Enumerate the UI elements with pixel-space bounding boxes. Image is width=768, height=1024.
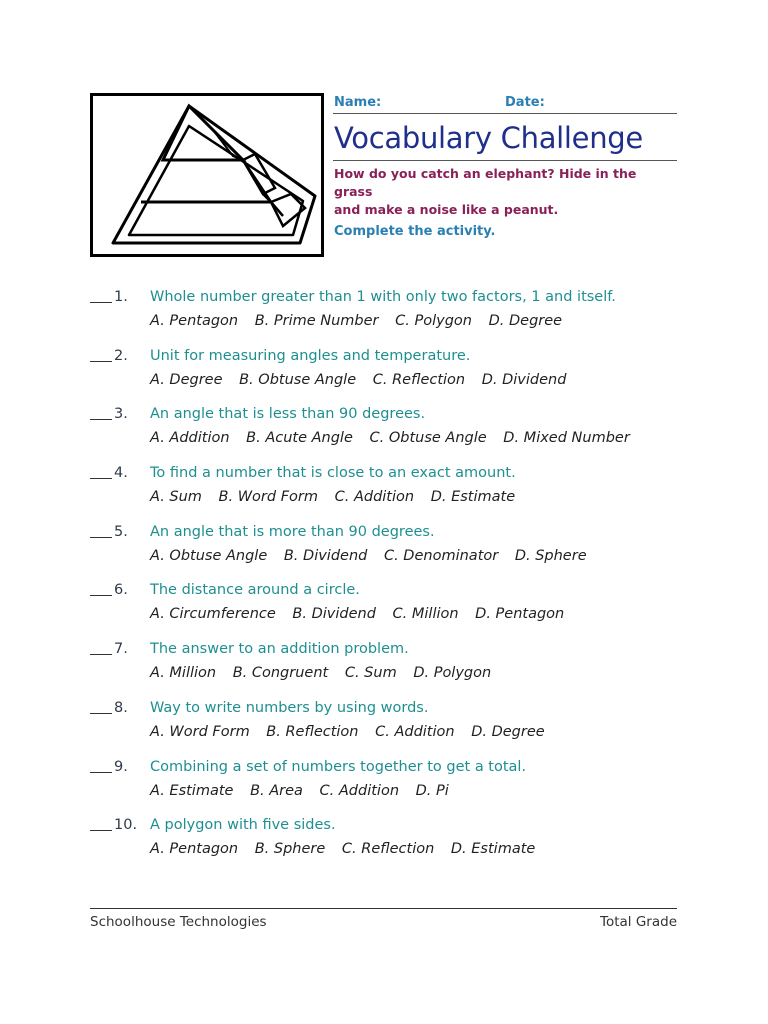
question-text: A polygon with five sides.	[150, 817, 336, 834]
answer-choices	[150, 489, 527, 505]
choice-b: B. Reflection	[266, 723, 359, 740]
pyramid-icon	[93, 96, 321, 254]
answer-choices	[150, 313, 574, 329]
question-number: 1.	[114, 289, 128, 305]
question-item	[90, 464, 690, 523]
choice-c: C. Addition	[334, 489, 415, 506]
question-text: An angle that is less than 90 degrees.	[150, 406, 426, 423]
question-number: 2.	[114, 347, 128, 364]
answer-blank[interactable]	[90, 419, 112, 420]
answer-blank[interactable]	[90, 302, 112, 303]
date-label: Date:	[505, 95, 545, 110]
choice-b: B. Congruent	[232, 665, 329, 682]
choice-c: C. Denominator	[383, 547, 499, 564]
choice-b: B. Acute Angle	[246, 430, 353, 447]
answer-choices	[150, 548, 599, 564]
answer-blank[interactable]	[90, 772, 112, 773]
name-label: Name:	[334, 95, 382, 110]
choice-c: C. Reflection	[372, 371, 466, 388]
question-text: Whole number greater than 1 with only two factors, 1 and itself.	[150, 289, 616, 305]
choice-d: D. Estimate	[450, 841, 536, 858]
page-title: Vocabulary Challenge	[333, 118, 677, 161]
answer-choices	[150, 430, 642, 446]
instructions: Complete the activity.	[334, 224, 496, 239]
choice-b: B. Word Form	[218, 489, 318, 506]
choice-a: A. Pentagon	[150, 841, 239, 858]
choice-d: D. Estimate	[430, 489, 516, 506]
answer-blank[interactable]	[90, 713, 112, 714]
choice-b: B. Area	[250, 782, 303, 799]
question-item	[90, 816, 690, 875]
choice-d: D. Dividend	[481, 371, 567, 388]
footer-publisher: Schoolhouse Technologies	[90, 914, 267, 930]
choice-c: C. Reflection	[341, 841, 435, 858]
name-date-row	[333, 93, 677, 114]
question-number: 3.	[114, 406, 128, 423]
answer-blank[interactable]	[90, 654, 112, 655]
choice-b: B. Sphere	[254, 841, 326, 858]
answer-choices	[150, 665, 503, 681]
question-item	[90, 699, 690, 758]
question-number: 6.	[114, 582, 128, 599]
question-text: To find a number that is close to an exact amount.	[150, 465, 516, 482]
question-number: 9.	[114, 758, 128, 775]
question-item	[90, 640, 690, 699]
choice-c: C. Addition	[375, 723, 455, 740]
choice-d: D. Sphere	[514, 547, 587, 564]
choice-a: A. Sum	[150, 489, 202, 506]
question-list	[90, 288, 690, 875]
choice-b: B. Prime Number	[254, 313, 379, 329]
choice-c: C. Sum	[344, 665, 397, 682]
question-item	[90, 758, 690, 817]
question-number: 4.	[114, 465, 128, 482]
choice-d: D. Degree	[488, 313, 563, 329]
question-item	[90, 581, 690, 640]
question-text: An angle that is more than 90 degrees.	[150, 523, 435, 540]
question-number: 10.	[114, 817, 138, 834]
question-item	[90, 405, 690, 464]
riddle-text	[333, 165, 677, 219]
choice-d: D. Mixed Number	[503, 430, 630, 447]
choice-a: A. Circumference	[150, 606, 276, 623]
answer-blank[interactable]	[90, 361, 112, 362]
choice-a: A. Obtuse Angle	[150, 547, 268, 564]
question-number: 8.	[114, 699, 128, 716]
choice-b: B. Dividend	[292, 606, 376, 623]
question-number: 7.	[114, 641, 128, 658]
choice-a: A. Pentagon	[150, 313, 239, 329]
choice-a: A. Addition	[150, 430, 230, 447]
question-text: Combining a set of numbers together to get a total.	[150, 758, 527, 775]
choice-c: C. Obtuse Angle	[369, 430, 487, 447]
choice-a: A. Million	[150, 665, 217, 682]
pyramid-illustration	[90, 93, 324, 257]
riddle-line: and make a noise like a peanut.	[334, 202, 559, 217]
choice-d: D. Pentagon	[475, 606, 565, 623]
question-item	[90, 523, 690, 582]
choice-a: A. Estimate	[150, 782, 234, 799]
answer-choices	[150, 724, 557, 740]
question-item	[90, 347, 690, 406]
question-item	[90, 288, 690, 347]
choice-b: B. Dividend	[283, 547, 368, 564]
question-text: The answer to an addition problem.	[150, 641, 409, 658]
choice-a: A. Degree	[150, 371, 223, 388]
choice-d: D. Pi	[415, 782, 449, 799]
footer-total-grade: Total Grade	[600, 914, 677, 930]
choice-c: C. Addition	[319, 782, 400, 799]
answer-blank[interactable]	[90, 830, 112, 831]
choice-c: C. Million	[392, 606, 459, 623]
answer-blank[interactable]	[90, 478, 112, 479]
answer-choices	[150, 841, 547, 857]
question-text: Way to write numbers by using words.	[150, 699, 429, 716]
question-number: 5.	[114, 523, 128, 540]
question-text: The distance around a circle.	[150, 582, 360, 599]
choice-c: C. Polygon	[395, 313, 472, 329]
answer-blank[interactable]	[90, 595, 112, 596]
page-footer	[90, 908, 677, 930]
choice-b: B. Obtuse Angle	[239, 371, 357, 388]
answer-blank[interactable]	[90, 537, 112, 538]
choice-a: A. Word Form	[150, 723, 250, 740]
answer-choices	[150, 783, 461, 799]
choice-d: D. Polygon	[413, 665, 492, 682]
question-text: Unit for measuring angles and temperature.	[150, 347, 471, 364]
answer-choices	[150, 372, 578, 388]
choice-d: D. Degree	[471, 723, 545, 740]
worksheet-header	[333, 93, 677, 239]
answer-choices	[150, 606, 576, 622]
riddle-line: How do you catch an elephant? Hide in the grass	[334, 166, 637, 199]
